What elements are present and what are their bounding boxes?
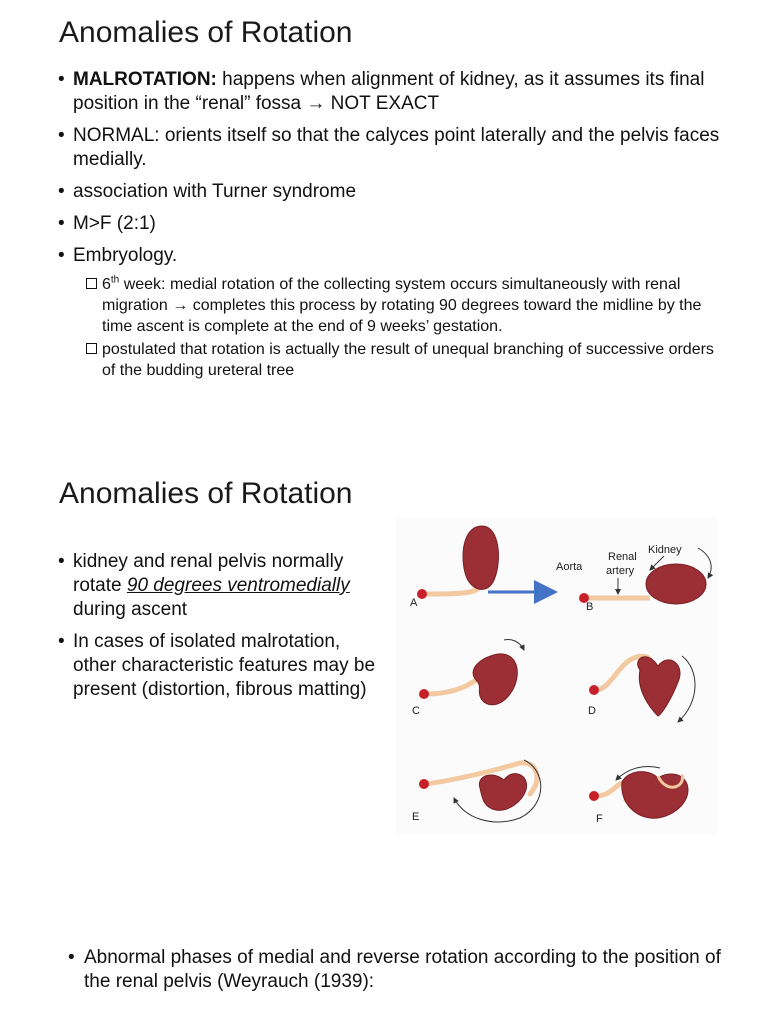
bullet-text: M>F (2:1): [73, 213, 156, 234]
panel-label-e: E: [412, 811, 420, 823]
panel-label-a: A: [410, 597, 418, 609]
checkbox-bullet-icon: [86, 343, 97, 354]
bullet-text: happens when alignment of kidney, as it assumes its final position in the “renal” fossa → NOT EXACT: [73, 69, 705, 114]
bullet-list-2: [58, 550, 378, 710]
bullet-sex-ratio: [58, 212, 728, 236]
subbullet-prefix: 6: [102, 276, 111, 293]
bullet-text: association with Turner syndrome: [73, 181, 357, 202]
kidney-rotation-figure: [396, 518, 718, 834]
bullet-normal: [58, 124, 728, 172]
kidney-label: Kidney: [648, 544, 682, 556]
panel-label-f: F: [596, 813, 603, 825]
slide-title-1: Anomalies of Rotation: [59, 16, 353, 49]
bullet-turner: [58, 180, 728, 204]
subbullet-postulated: [86, 339, 726, 381]
bullet-isolated-malrotation: [58, 630, 378, 702]
bullet-lead: MALROTATION:: [73, 69, 217, 90]
panel-label-b: B: [586, 601, 594, 613]
subbullet-sup: th: [110, 274, 120, 286]
bullet-text: In cases of isolated malrotation, other characteristic features may be present (distortion, fibrous matting): [73, 631, 376, 700]
subbullet-6th-week: [86, 274, 726, 337]
bullet-embryology: [58, 244, 728, 268]
bullet-text: kidney and renal pelvis normally rotate: [73, 551, 344, 596]
panel-label-d: D: [588, 705, 596, 717]
subbullet-text: postulated that rotation is actually the result of unequal branching of successive orders of the budding ureteral tree: [102, 341, 714, 379]
bullet-text: during ascent: [73, 599, 188, 620]
panel-label-c: C: [412, 705, 420, 717]
bullet-malrotation: [58, 68, 728, 116]
bullet-normal-rotation: [58, 550, 378, 622]
subbullet-text: week: medial rotation of the collecting system occurs simultaneously with renal migration → completes this process by rotating 90 degrees toward the midline by the time ascent is complete at the end of 9 weeks’ gestation.: [102, 276, 702, 335]
bullet-list-1: [58, 68, 728, 276]
renal-label: Renal: [608, 551, 637, 563]
slide-title-2: Anomalies of Rotation: [59, 477, 353, 510]
weyrauch-bullet: • Abnormal phases of medial and reverse rotation according to the position of the renal pelvis (Weyrauch (1939):: [68, 946, 724, 994]
artery-label: artery: [606, 565, 635, 577]
bullet-emphasis: 90 degrees ventromedially: [126, 575, 350, 596]
checkbox-bullet-icon: [86, 278, 97, 289]
bullet-text: NORMAL: orients itself so that the calyces point laterally and the pelvis faces medially.: [73, 125, 720, 170]
bullet-text: Embryology.: [73, 245, 178, 266]
embryology-subbullets: [86, 274, 726, 383]
aorta-label: Aorta: [556, 561, 583, 573]
